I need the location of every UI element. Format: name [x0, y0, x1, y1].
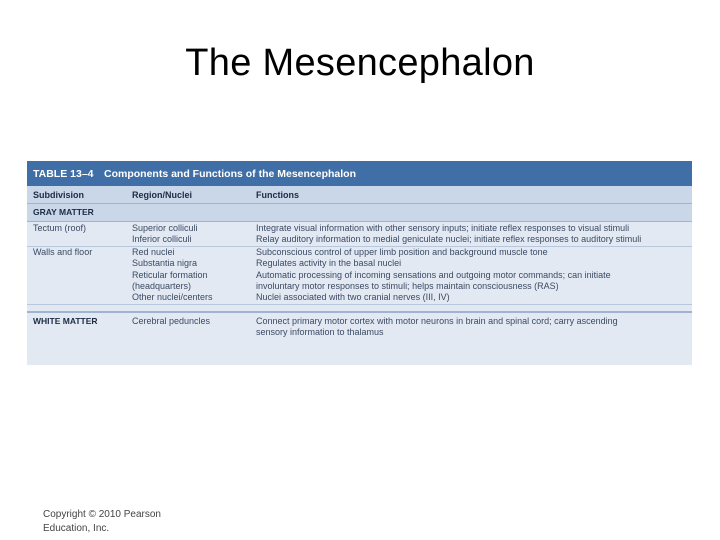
- region-cell: Cerebral peduncles: [132, 315, 211, 326]
- region-cell: Superior colliculi: [132, 223, 198, 233]
- section-label: WHITE MATTER: [33, 315, 98, 326]
- table-row: [27, 223, 692, 234]
- components-table: [27, 161, 692, 365]
- group-tectum: [27, 222, 692, 247]
- copyright-notice: [43, 508, 203, 536]
- function-cell: involuntary motor responses to stimuli; helps maintain consciousness (RAS): [256, 280, 559, 291]
- header-functions: Functions: [256, 189, 299, 200]
- header-region-nuclei: Region/Nuclei: [132, 189, 193, 200]
- table-row: [27, 258, 692, 269]
- table-row: [27, 327, 692, 338]
- header-subdivision: Subdivision: [33, 189, 85, 200]
- section-gray-matter: [27, 204, 692, 222]
- copyright-line: Copyright © 2010 Pearson: [43, 509, 161, 520]
- region-cell: Other nuclei/centers: [132, 292, 213, 303]
- table-caption: Components and Functions of the Mesencephalon: [104, 167, 357, 180]
- region-cell: Reticular formation: [132, 269, 208, 280]
- table-row: [27, 316, 692, 327]
- function-cell: Integrate visual information with other sensory inputs; initiate reflex responses to visual stimuli: [256, 223, 630, 233]
- region-cell: Substantia nigra: [132, 258, 198, 269]
- function-cell: Relay auditory information to medial geniculate nuclei; initiate reflex responses to auditory stimuli: [256, 234, 642, 245]
- function-cell: Connect primary motor cortex with motor neurons in brain and spinal cord; carry ascending: [256, 315, 618, 326]
- function-cell: Subconscious control of upper limb position and background muscle tone: [256, 246, 548, 257]
- region-cell: (headquarters): [132, 280, 192, 291]
- table-row: [27, 247, 692, 258]
- function-cell: Regulates activity in the basal nuclei: [256, 258, 402, 269]
- table-row: [27, 234, 692, 245]
- table-header-row: [27, 186, 692, 204]
- section-divider: [27, 305, 692, 313]
- function-cell: Automatic processing of incoming sensations and outgoing motor commands; can initiate: [256, 269, 611, 280]
- region-cell: Red nuclei: [132, 246, 175, 257]
- subdivision-cell: Tectum (roof): [33, 223, 87, 233]
- table-row: [27, 270, 692, 281]
- table-row: [27, 292, 692, 303]
- region-cell: Inferior colliculi: [132, 234, 192, 245]
- table-caption-bar: [27, 161, 692, 186]
- function-cell: sensory information to thalamus: [256, 327, 384, 338]
- copyright-line: Education, Inc.: [43, 523, 110, 534]
- table-number: TABLE 13–4: [33, 167, 94, 180]
- section-white-matter: [27, 313, 692, 339]
- function-cell: Nuclei associated with two cranial nerves (III, IV): [256, 292, 450, 303]
- section-label: GRAY MATTER: [33, 207, 94, 217]
- table-row: [27, 281, 692, 292]
- slide-title: The Mesencephalon: [185, 42, 535, 84]
- group-walls-floor: [27, 247, 692, 305]
- subdivision-cell: Walls and floor: [33, 246, 93, 257]
